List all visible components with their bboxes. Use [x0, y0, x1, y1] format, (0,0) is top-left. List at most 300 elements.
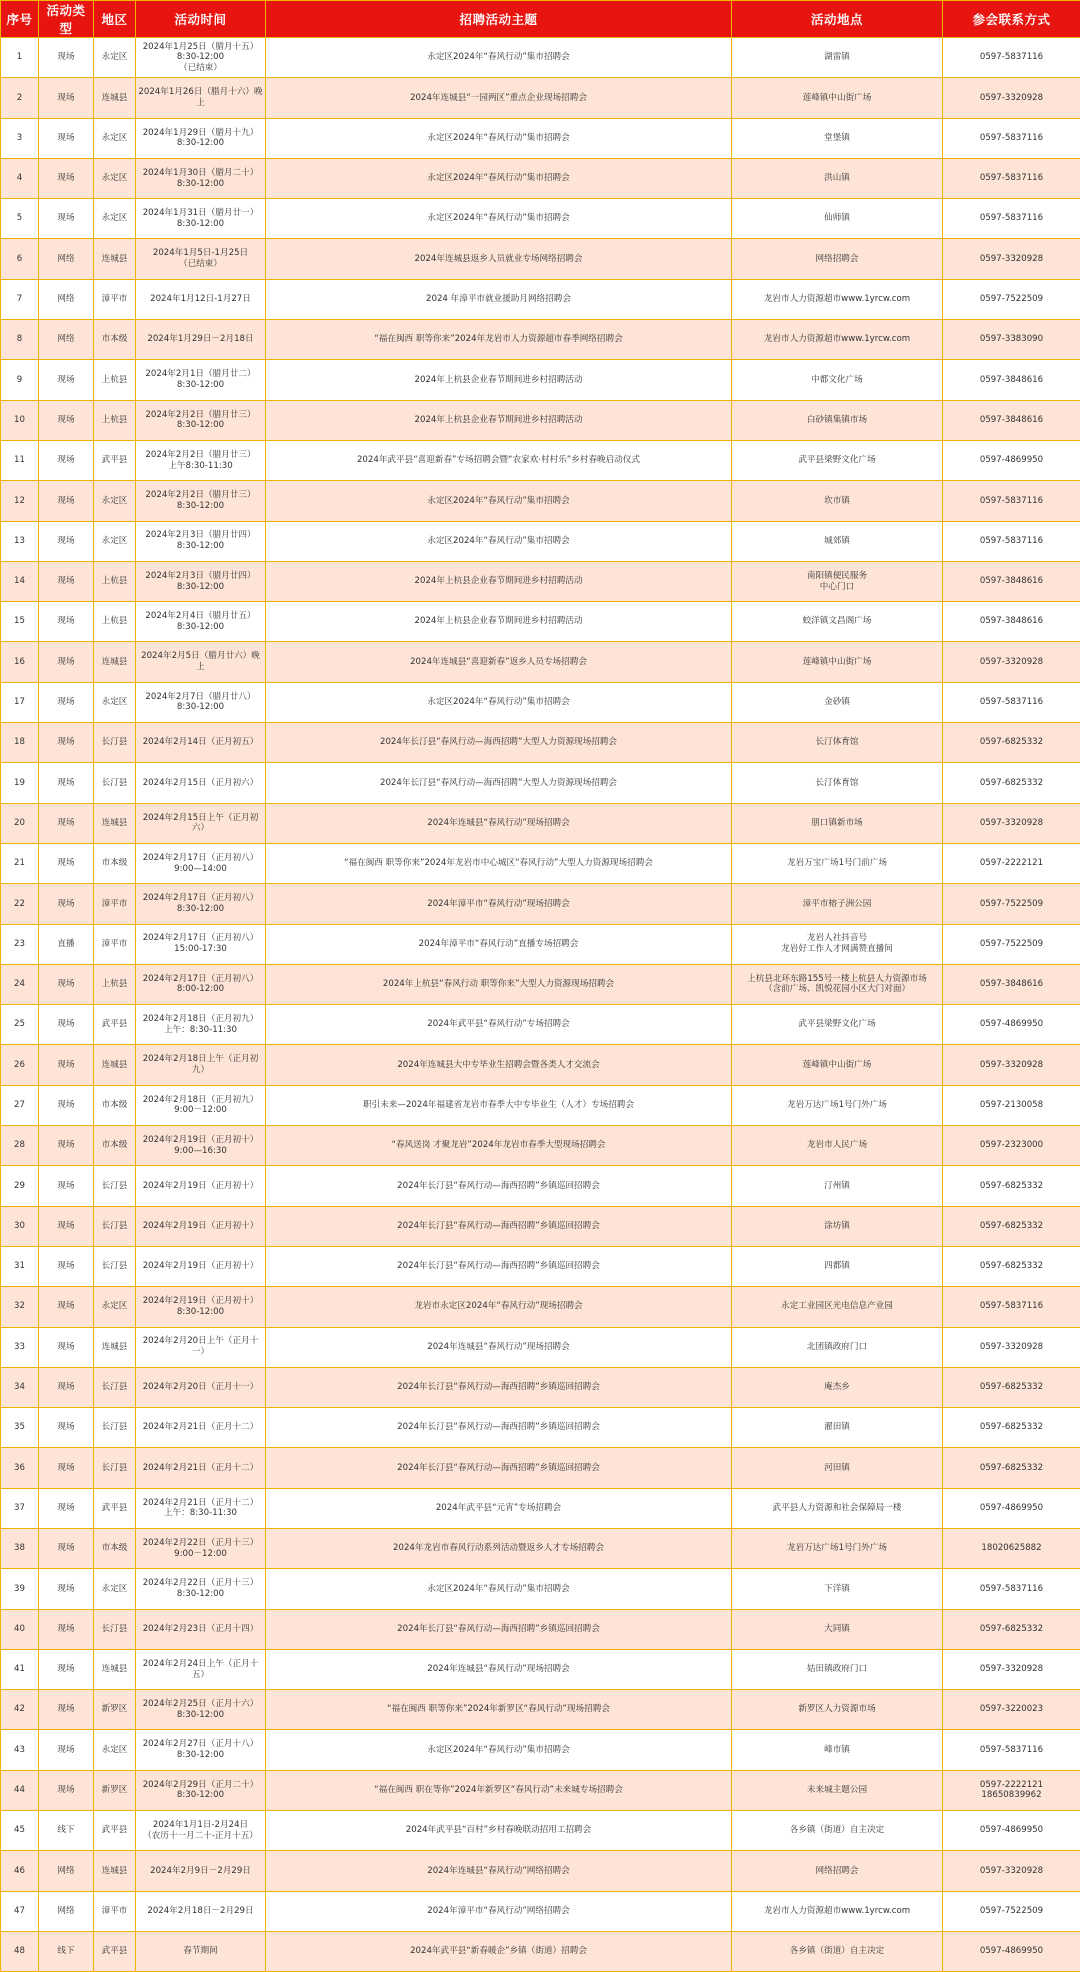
cell-place: 濯田镇: [732, 1408, 943, 1448]
cell-theme: 2024年上杭县企业春节期间进乡村招聘活动: [266, 360, 732, 400]
table-row: [1, 1730, 1080, 1770]
cell-place: 龙岩万宝广场1号门前广场: [732, 843, 943, 883]
cell-index: 7: [1, 279, 39, 319]
cell-theme: 2024年上杭县“春风行动 职等你来”大型人力资源现场招聘会: [266, 964, 732, 1004]
cell-contact: 0597-3320928: [943, 239, 1080, 279]
cell-time: 2024年2月19日（正月初十）: [136, 1246, 266, 1286]
cell-contact: 0597-5837116: [943, 682, 1080, 722]
cell-index: 20: [1, 803, 39, 843]
cell-type: 现场: [39, 843, 94, 883]
cell-area: 连城县: [94, 1045, 136, 1085]
cell-time: 2024年2月2日（腊月廿三） 上午8:30-11:30: [136, 440, 266, 480]
cell-type: 现场: [39, 763, 94, 803]
cell-contact: 0597-7522509: [943, 884, 1080, 924]
cell-contact: 0597-2222121 18650839962: [943, 1770, 1080, 1810]
cell-place: 漳平市榕子洲公园: [732, 884, 943, 924]
cell-time: 2024年2月21日（正月十二）: [136, 1408, 266, 1448]
cell-time: 2024年2月22日（正月十三） 9:00－12:00: [136, 1528, 266, 1568]
cell-area: 长汀县: [94, 1166, 136, 1206]
cell-place: 金砂镇: [732, 682, 943, 722]
cell-type: 现场: [39, 642, 94, 682]
cell-type: 网络: [39, 279, 94, 319]
cell-contact: 0597-3848616: [943, 602, 1080, 642]
cell-index: 24: [1, 964, 39, 1004]
cell-theme: 2024年连城县“春风行动”现场招聘会: [266, 1327, 732, 1367]
cell-theme: 2024年武平县“新春暖企”乡镇（街道）招聘会: [266, 1931, 732, 1971]
cell-theme: 2024年长汀县“春风行动—海西招聘”乡镇巡回招聘会: [266, 1609, 732, 1649]
table-row: [1, 723, 1080, 763]
cell-area: 永定区: [94, 1569, 136, 1609]
cell-time: 2024年2月20日（正月十一）: [136, 1367, 266, 1407]
cell-area: 永定区: [94, 158, 136, 198]
cell-theme: 2024年漳平市“春风行动”现场招聘会: [266, 884, 732, 924]
cell-contact: 0597-4869950: [943, 1931, 1080, 1971]
table-row: [1, 642, 1080, 682]
cell-index: 41: [1, 1649, 39, 1689]
cell-theme: 职引未来—2024年福建省龙岩市春季大中专毕业生（人才）专场招聘会: [266, 1085, 732, 1125]
cell-index: 27: [1, 1085, 39, 1125]
table-row: [1, 1891, 1080, 1931]
cell-area: 市本级: [94, 320, 136, 360]
cell-place: 龙岩市人力资源超市www.1yrcw.com: [732, 1891, 943, 1931]
cell-area: 连城县: [94, 642, 136, 682]
cell-index: 1: [1, 38, 39, 78]
cell-type: 现场: [39, 682, 94, 722]
cell-contact: 0597-5837116: [943, 38, 1080, 78]
table-row: [1, 481, 1080, 521]
table-row: [1, 521, 1080, 561]
cell-index: 4: [1, 158, 39, 198]
cell-contact: 0597-3848616: [943, 360, 1080, 400]
cell-place: 长汀体育馆: [732, 723, 943, 763]
cell-area: 连城县: [94, 1649, 136, 1689]
cell-contact: 18020625882: [943, 1528, 1080, 1568]
cell-area: 永定区: [94, 1287, 136, 1327]
cell-type: 现场: [39, 1730, 94, 1770]
cell-time: 2024年2月27日（正月十八） 8:30-12:00: [136, 1730, 266, 1770]
cell-index: 37: [1, 1488, 39, 1528]
cell-area: 新罗区: [94, 1690, 136, 1730]
cell-theme: 2024年连城县返乡人员就业专场网络招聘会: [266, 239, 732, 279]
cell-time: 2024年1月12日-1月27日: [136, 279, 266, 319]
cell-contact: 0597-3848616: [943, 964, 1080, 1004]
cell-type: 现场: [39, 1528, 94, 1568]
cell-place: 龙岩人社抖音号 龙岩好工作人才网满赞直播间: [732, 924, 943, 964]
table-row: [1, 279, 1080, 319]
cell-theme: 2024年龙岩市春风行动系列活动暨返乡人才专场招聘会: [266, 1528, 732, 1568]
cell-type: 现场: [39, 602, 94, 642]
cell-index: 5: [1, 199, 39, 239]
table-row: [1, 1770, 1080, 1810]
cell-theme: 2024年漳平市“春风行动”网络招聘会: [266, 1891, 732, 1931]
cell-area: 武平县: [94, 440, 136, 480]
cell-time: 2024年2月19日（正月初十） 8:30-12:00: [136, 1287, 266, 1327]
table-row: [1, 884, 1080, 924]
cell-place: 龙岩市人力资源超市www.1yrcw.com: [732, 279, 943, 319]
cell-index: 19: [1, 763, 39, 803]
cell-index: 28: [1, 1126, 39, 1166]
cell-place: 各乡镇（街道）自主决定: [732, 1811, 943, 1851]
table-row: [1, 1851, 1080, 1891]
table-row: [1, 1488, 1080, 1528]
cell-area: 连城县: [94, 803, 136, 843]
cell-time: 2024年2月15日（正月初六）: [136, 763, 266, 803]
cell-contact: 0597-2130058: [943, 1085, 1080, 1125]
cell-theme: 2024年武平县“元宵”专场招聘会: [266, 1488, 732, 1528]
cell-index: 26: [1, 1045, 39, 1085]
cell-index: 16: [1, 642, 39, 682]
cell-theme: 2024年武平县“喜迎新春”专场招聘会暨“农家欢·村村乐”乡村春晚启动仪式: [266, 440, 732, 480]
cell-index: 18: [1, 723, 39, 763]
cell-place: 永定工业园区光电信息产业园: [732, 1287, 943, 1327]
cell-area: 永定区: [94, 1730, 136, 1770]
cell-place: 网络招聘会: [732, 239, 943, 279]
cell-index: 10: [1, 400, 39, 440]
cell-place: 下洋镇: [732, 1569, 943, 1609]
cell-contact: 0597-5837116: [943, 1569, 1080, 1609]
cell-time: 2024年2月17日（正月初八） 9:00—14:00: [136, 843, 266, 883]
cell-index: 23: [1, 924, 39, 964]
cell-time: 2024年2月3日（腊月廿四） 8:30-12:00: [136, 561, 266, 601]
cell-theme: 2024年武平县“百村”乡村春晚联动招用工招聘会: [266, 1811, 732, 1851]
table-row: [1, 1367, 1080, 1407]
cell-place: 武平县梁野文化广场: [732, 440, 943, 480]
cell-theme: 2024年上杭县企业春节期间进乡村招聘活动: [266, 561, 732, 601]
cell-place: 蛟洋镇文昌阁广场: [732, 602, 943, 642]
cell-index: 30: [1, 1206, 39, 1246]
cell-contact: 0597-4869950: [943, 1811, 1080, 1851]
cell-index: 31: [1, 1246, 39, 1286]
cell-time: 2024年1月29日（腊月十九） 8:30-12:00: [136, 118, 266, 158]
cell-type: 现场: [39, 561, 94, 601]
cell-area: 上杭县: [94, 360, 136, 400]
header-time: 活动时间: [136, 1, 266, 38]
cell-place: 未来城主题公园: [732, 1770, 943, 1810]
cell-time: 2024年2月18日（正月初九） 9:00－12:00: [136, 1085, 266, 1125]
cell-theme: 2024 年漳平市就业援助月网络招聘会: [266, 279, 732, 319]
cell-contact: 0597-7522509: [943, 279, 1080, 319]
cell-theme: 永定区2024年“春风行动”集市招聘会: [266, 118, 732, 158]
cell-place: 庵杰乡: [732, 1367, 943, 1407]
cell-place: 网络招聘会: [732, 1851, 943, 1891]
cell-time: 2024年2月19日（正月初十）: [136, 1206, 266, 1246]
table-row: [1, 1649, 1080, 1689]
table-row: [1, 1327, 1080, 1367]
table-row: [1, 602, 1080, 642]
cell-type: 现场: [39, 118, 94, 158]
cell-index: 12: [1, 481, 39, 521]
cell-theme: 2024年连城县“春风行动”网络招聘会: [266, 1851, 732, 1891]
cell-place: 莲峰镇中山街广场: [732, 78, 943, 118]
cell-index: 25: [1, 1005, 39, 1045]
cell-place: 龙岩万达广场1号门外广场: [732, 1528, 943, 1568]
table-row: [1, 239, 1080, 279]
cell-place: 涂坊镇: [732, 1206, 943, 1246]
cell-type: 现场: [39, 1206, 94, 1246]
cell-contact: 0597-5837116: [943, 521, 1080, 561]
cell-area: 长汀县: [94, 723, 136, 763]
cell-place: 长汀体育馆: [732, 763, 943, 803]
table-row: [1, 1126, 1080, 1166]
table-row: [1, 1408, 1080, 1448]
cell-area: 长汀县: [94, 1246, 136, 1286]
cell-time: 2024年2月20日上午（正月十一）: [136, 1327, 266, 1367]
cell-place: 新罗区人力资源市场: [732, 1690, 943, 1730]
cell-type: 现场: [39, 1287, 94, 1327]
cell-contact: 0597-3220023: [943, 1690, 1080, 1730]
header-row: [1, 1, 1080, 38]
cell-contact: 0597-4869950: [943, 440, 1080, 480]
cell-contact: 0597-5837116: [943, 118, 1080, 158]
cell-contact: 0597-7522509: [943, 1891, 1080, 1931]
cell-contact: 0597-3320928: [943, 78, 1080, 118]
cell-area: 永定区: [94, 481, 136, 521]
cell-index: 46: [1, 1851, 39, 1891]
cell-contact: 0597-6825332: [943, 723, 1080, 763]
cell-type: 网络: [39, 1851, 94, 1891]
cell-time: 2024年2月18日上午（正月初九）: [136, 1045, 266, 1085]
cell-contact: 0597-7522509: [943, 924, 1080, 964]
cell-type: 现场: [39, 964, 94, 1004]
cell-index: 36: [1, 1448, 39, 1488]
cell-place: 北团镇政府门口: [732, 1327, 943, 1367]
cell-area: 长汀县: [94, 1448, 136, 1488]
table-row: [1, 1690, 1080, 1730]
cell-theme: 永定区2024年“春风行动”集市招聘会: [266, 158, 732, 198]
cell-type: 现场: [39, 360, 94, 400]
cell-type: 现场: [39, 400, 94, 440]
cell-time: 2024年2月19日（正月初十）: [136, 1166, 266, 1206]
cell-theme: 2024年连城县“喜迎新春”返乡人员专场招聘会: [266, 642, 732, 682]
cell-contact: 0597-5837116: [943, 158, 1080, 198]
cell-area: 永定区: [94, 199, 136, 239]
cell-type: 现场: [39, 1649, 94, 1689]
cell-area: 市本级: [94, 1126, 136, 1166]
cell-type: 现场: [39, 1327, 94, 1367]
cell-area: 永定区: [94, 521, 136, 561]
cell-time: 2024年2月14日（正月初五）: [136, 723, 266, 763]
cell-type: 现场: [39, 1448, 94, 1488]
cell-theme: “春风送岗 才聚龙岩”2024年龙岩市春季大型现场招聘会: [266, 1126, 732, 1166]
cell-contact: 0597-3320928: [943, 1045, 1080, 1085]
table-row: [1, 924, 1080, 964]
cell-index: 22: [1, 884, 39, 924]
cell-contact: 0597-5837116: [943, 1730, 1080, 1770]
cell-time: 2024年1月5日-1月25日 （已结束）: [136, 239, 266, 279]
table-row: [1, 964, 1080, 1004]
cell-contact: 0597-6825332: [943, 1367, 1080, 1407]
cell-place: 中都文化广场: [732, 360, 943, 400]
cell-time: 2024年2月23日（正月十四）: [136, 1609, 266, 1649]
cell-index: 9: [1, 360, 39, 400]
cell-area: 上杭县: [94, 400, 136, 440]
cell-contact: 0597-6825332: [943, 1609, 1080, 1649]
cell-time: 2024年1月1日-2月24日 （农历十一月二十-正月十五）: [136, 1811, 266, 1851]
cell-time: 2024年2月4日（腊月廿五） 8:30-12:00: [136, 602, 266, 642]
cell-theme: 2024年长汀县“春风行动—海西招聘”大型人力资源现场招聘会: [266, 723, 732, 763]
cell-area: 连城县: [94, 1851, 136, 1891]
cell-time: 2024年2月3日（腊月廿四） 8:30-12:00: [136, 521, 266, 561]
cell-time: 2024年2月17日（正月初八） 8:00-12:00: [136, 964, 266, 1004]
cell-time: 2024年2月17日（正月初八） 8:30-12:00: [136, 884, 266, 924]
cell-type: 现场: [39, 199, 94, 239]
header-place: 活动地点: [732, 1, 943, 38]
cell-index: 32: [1, 1287, 39, 1327]
cell-place: 莲峰镇中山街广场: [732, 642, 943, 682]
cell-type: 网络: [39, 320, 94, 360]
cell-index: 39: [1, 1569, 39, 1609]
cell-place: 朋口镇新市场: [732, 803, 943, 843]
cell-theme: 永定区2024年“春风行动”集市招聘会: [266, 199, 732, 239]
cell-contact: 0597-6825332: [943, 1246, 1080, 1286]
cell-place: 峰市镇: [732, 1730, 943, 1770]
table-row: [1, 38, 1080, 78]
cell-index: 13: [1, 521, 39, 561]
table-row: [1, 1528, 1080, 1568]
cell-place: 坎市镇: [732, 481, 943, 521]
cell-theme: “福在闽西 职等你来”2024年新罗区“春风行动”现场招聘会: [266, 1690, 732, 1730]
cell-theme: 2024年漳平市“春风行动”直播专场招聘会: [266, 924, 732, 964]
cell-index: 14: [1, 561, 39, 601]
cell-time: 2024年1月26日（腊月十六）晚上: [136, 78, 266, 118]
cell-area: 漳平市: [94, 279, 136, 319]
cell-index: 29: [1, 1166, 39, 1206]
cell-time: 2024年2月25日（正月十六） 8:30-12:00: [136, 1690, 266, 1730]
cell-theme: “福在闽西 职在等你”2024年新罗区“春风行动”未来城专场招聘会: [266, 1770, 732, 1810]
cell-contact: 0597-3320928: [943, 1327, 1080, 1367]
table-row: [1, 1569, 1080, 1609]
cell-area: 漳平市: [94, 924, 136, 964]
cell-time: 2024年1月29日－2月18日: [136, 320, 266, 360]
cell-place: 南阳镇便民服务 中心门口: [732, 561, 943, 601]
cell-theme: 2024年武平县“春风行动”专场招聘会: [266, 1005, 732, 1045]
cell-index: 8: [1, 320, 39, 360]
cell-theme: 永定区2024年“春风行动”集市招聘会: [266, 521, 732, 561]
cell-index: 42: [1, 1690, 39, 1730]
cell-area: 连城县: [94, 239, 136, 279]
cell-place: 各乡镇（街道）自主决定: [732, 1931, 943, 1971]
cell-theme: 2024年上杭县企业春节期间进乡村招聘活动: [266, 602, 732, 642]
cell-theme: 2024年连城县“春风行动”现场招聘会: [266, 803, 732, 843]
table-row: [1, 78, 1080, 118]
cell-contact: 0597-3320928: [943, 1851, 1080, 1891]
cell-theme: 2024年长汀县“春风行动—海西招聘”大型人力资源现场招聘会: [266, 763, 732, 803]
cell-contact: 0597-3848616: [943, 561, 1080, 601]
cell-place: 龙岩市人力资源超市www.1yrcw.com: [732, 320, 943, 360]
cell-index: 33: [1, 1327, 39, 1367]
table-row: [1, 118, 1080, 158]
cell-type: 现场: [39, 1770, 94, 1810]
cell-contact: 0597-2323000: [943, 1126, 1080, 1166]
cell-time: 2024年2月2日（腊月廿三） 8:30-12:00: [136, 400, 266, 440]
cell-place: 龙岩万达广场1号门外广场: [732, 1085, 943, 1125]
cell-type: 现场: [39, 38, 94, 78]
table-row: [1, 561, 1080, 601]
cell-theme: “福在闽西 职等你来”2024年龙岩市人力资源超市春季网络招聘会: [266, 320, 732, 360]
cell-contact: 0597-3848616: [943, 400, 1080, 440]
cell-index: 2: [1, 78, 39, 118]
header-area: 地区: [94, 1, 136, 38]
cell-time: 2024年2月1日（腊月廿二） 8:30-12:00: [136, 360, 266, 400]
cell-type: 线下: [39, 1811, 94, 1851]
cell-time: 2024年2月29日（正月二十） 8:30-12:00: [136, 1770, 266, 1810]
cell-theme: 永定区2024年“春风行动”集市招聘会: [266, 1730, 732, 1770]
cell-time: 2024年2月21日（正月十二）: [136, 1448, 266, 1488]
cell-area: 长汀县: [94, 1408, 136, 1448]
cell-time: 2024年2月5日（腊月廿六）晚上: [136, 642, 266, 682]
table-body: [1, 38, 1080, 1972]
cell-index: 47: [1, 1891, 39, 1931]
cell-type: 网络: [39, 1891, 94, 1931]
table-row: [1, 682, 1080, 722]
cell-time: 2024年2月2日（腊月廿三） 8:30-12:00: [136, 481, 266, 521]
table-row: [1, 1206, 1080, 1246]
cell-type: 现场: [39, 803, 94, 843]
cell-contact: 0597-5837116: [943, 199, 1080, 239]
table-row: [1, 1005, 1080, 1045]
cell-contact: 0597-6825332: [943, 1166, 1080, 1206]
cell-index: 3: [1, 118, 39, 158]
cell-type: 现场: [39, 1085, 94, 1125]
cell-time: 2024年1月25日（腊月十五） 8:30-12:00 （已结束）: [136, 38, 266, 78]
table-row: [1, 1931, 1080, 1971]
cell-index: 43: [1, 1730, 39, 1770]
cell-index: 45: [1, 1811, 39, 1851]
cell-time: 2024年1月31日（腊月廿一） 8:30-12:00: [136, 199, 266, 239]
table-row: [1, 1811, 1080, 1851]
cell-contact: 0597-6825332: [943, 1408, 1080, 1448]
table-row: [1, 320, 1080, 360]
cell-theme: 2024年长汀县“春风行动—海西招聘”乡镇巡回招聘会: [266, 1206, 732, 1246]
cell-place: 大同镇: [732, 1609, 943, 1649]
cell-index: 17: [1, 682, 39, 722]
cell-contact: 0597-6825332: [943, 1448, 1080, 1488]
cell-theme: 2024年连城县“春风行动”现场招聘会: [266, 1649, 732, 1689]
cell-index: 15: [1, 602, 39, 642]
cell-place: 湖雷镇: [732, 38, 943, 78]
cell-type: 现场: [39, 1609, 94, 1649]
cell-type: 现场: [39, 1569, 94, 1609]
cell-contact: 0597-3320928: [943, 642, 1080, 682]
table-row: [1, 360, 1080, 400]
cell-theme: 2024年长汀县“春风行动—海西招聘”乡镇巡回招聘会: [266, 1246, 732, 1286]
cell-time: 2024年2月21日（正月十二） 上午：8:30-11:30: [136, 1488, 266, 1528]
cell-place: 堂堡镇: [732, 118, 943, 158]
table-row: [1, 1287, 1080, 1327]
cell-theme: 2024年长汀县“春风行动—海西招聘”乡镇巡回招聘会: [266, 1367, 732, 1407]
table-row: [1, 158, 1080, 198]
cell-contact: 0597-3320928: [943, 803, 1080, 843]
cell-index: 6: [1, 239, 39, 279]
cell-area: 市本级: [94, 1085, 136, 1125]
cell-contact: 0597-3383090: [943, 320, 1080, 360]
cell-index: 40: [1, 1609, 39, 1649]
cell-area: 上杭县: [94, 561, 136, 601]
cell-time: 2024年2月9日－2月29日: [136, 1851, 266, 1891]
cell-area: 永定区: [94, 682, 136, 722]
table-row: [1, 1246, 1080, 1286]
cell-place: 上杭县北环东路155号一楼上杭县人力资源市场 （含前广场、凯悦花园小区大门对面）: [732, 964, 943, 1004]
cell-type: 现场: [39, 1488, 94, 1528]
table-row: [1, 199, 1080, 239]
cell-area: 武平县: [94, 1931, 136, 1971]
cell-index: 44: [1, 1770, 39, 1810]
cell-type: 现场: [39, 1045, 94, 1085]
cell-theme: 永定区2024年“春风行动”集市招聘会: [266, 682, 732, 722]
cell-type: 现场: [39, 884, 94, 924]
cell-area: 长汀县: [94, 1367, 136, 1407]
cell-area: 长汀县: [94, 1206, 136, 1246]
